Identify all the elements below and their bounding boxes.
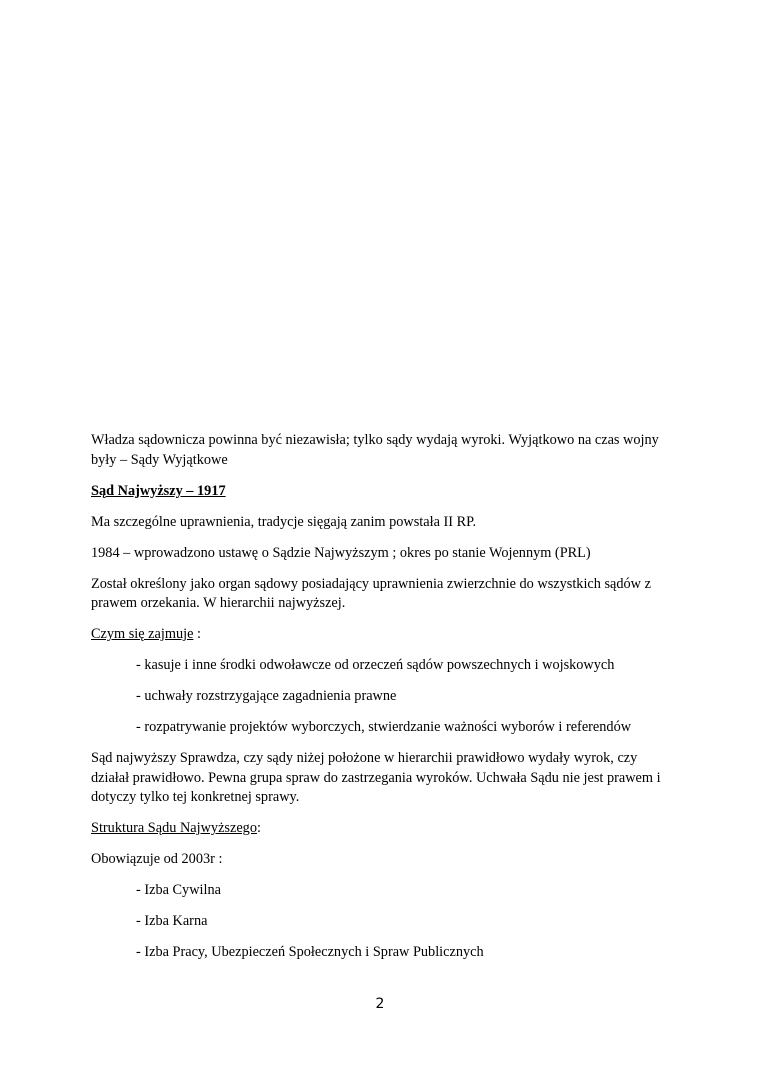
section-heading: Sąd Najwyższy – 1917: [91, 482, 226, 499]
supervision-paragraph: Sąd najwyższy Sprawdza, czy sądy niżej położone w hierarchii prawidłowo wydały wyrok, czy działał prawidłowo. Pewna grupa spraw do zastrzegania wyroków. Uchwała Sądu nie jest prawem i dotyczy tylko tej konkretnej sprawy.: [91, 750, 661, 805]
page-number: 2: [375, 996, 385, 1012]
structure-label: Struktura Sądu Najwyższego: [91, 820, 257, 836]
intro-paragraph: Władza sądownicza powinna być niezawisła; tylko sądy wydają wyroki. Wyjątkowo na czas wojny były – Sądy Wyjątkowe: [91, 432, 659, 468]
duty-item: - kasuje i inne środki odwoławcze od orzeczeń sądów powszechnych i wojskowych: [136, 657, 615, 673]
definition-paragraph: Został określony jako organ sądowy posiadający uprawnienia zwierzchnie do wszystkich sądów z prawem orzekania. W hierarchii najwyższej.: [91, 575, 651, 611]
act-1984-paragraph: 1984 – wprowadzono ustawę o Sądzie Najwyższym ; okres po stanie Wojennym (PRL): [91, 544, 591, 561]
duties-label: Czym się zajmuje: [91, 626, 194, 642]
document-body: [91, 431, 676, 974]
structure-suffix: :: [256, 820, 261, 836]
duties-intro: [91, 625, 676, 645]
structure-intro: [91, 819, 676, 839]
chamber-item: - Izba Pracy, Ubezpieczeń Społecznych i Spraw Publicznych: [136, 944, 484, 960]
chamber-item: - Izba Cywilna: [136, 882, 221, 898]
powers-paragraph: Ma szczególne uprawnienia, tradycje sięgają zanim powstała II RP.: [91, 513, 477, 530]
since-paragraph: Obowiązuje od 2003r :: [91, 851, 223, 867]
duties-suffix: :: [193, 626, 201, 642]
chamber-item: - Izba Karna: [136, 913, 208, 929]
duty-item: - uchwały rozstrzygające zagadnienia prawne: [136, 688, 397, 704]
duty-item: - rozpatrywanie projektów wyborczych, stwierdzanie ważności wyborów i referendów: [136, 719, 632, 735]
